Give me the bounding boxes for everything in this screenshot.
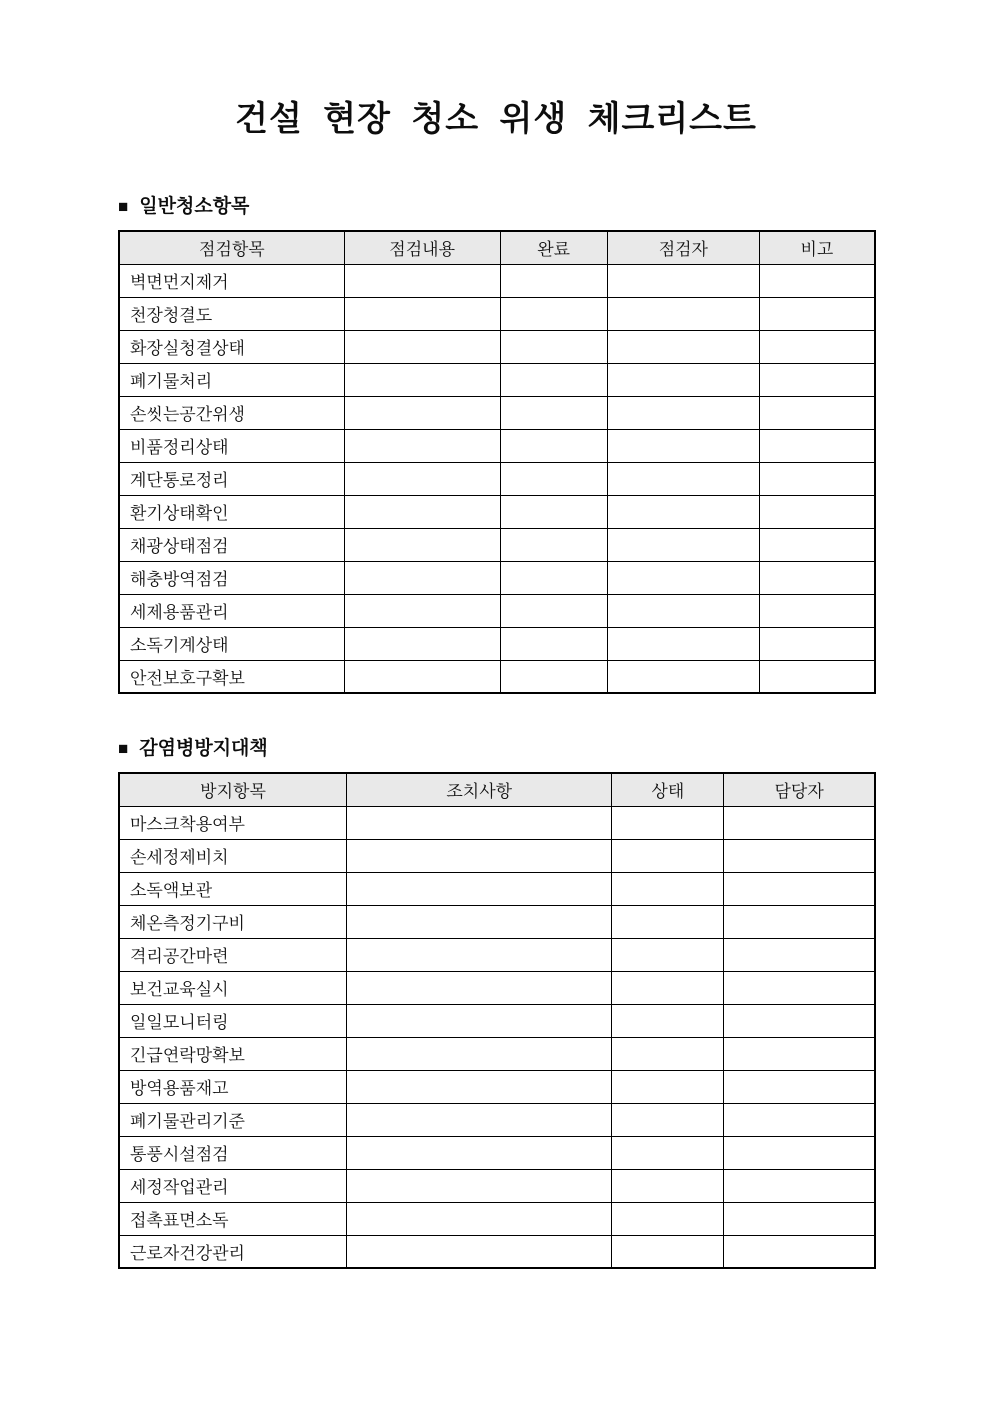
column-header: 조치사항	[347, 773, 612, 806]
empty-fill-cell	[607, 627, 759, 660]
table-row	[119, 806, 875, 839]
empty-fill-cell	[500, 396, 607, 429]
general-cleaning-table	[118, 230, 876, 694]
empty-fill-cell	[347, 905, 612, 938]
section-heading-label: 감염병방지대책	[139, 738, 268, 759]
empty-fill-cell	[759, 627, 875, 660]
empty-fill-cell	[759, 297, 875, 330]
table-row	[119, 528, 875, 561]
table-row	[119, 1169, 875, 1202]
empty-fill-cell	[759, 330, 875, 363]
empty-fill-cell	[500, 264, 607, 297]
empty-fill-cell	[724, 1169, 875, 1202]
empty-fill-cell	[612, 1136, 724, 1169]
empty-fill-cell	[724, 1004, 875, 1037]
item-name-cell: 근로자건강관리	[119, 1235, 347, 1268]
table-row	[119, 660, 875, 693]
empty-fill-cell	[759, 363, 875, 396]
empty-fill-cell	[344, 660, 500, 693]
item-name-cell: 화장실청결상태	[119, 330, 344, 363]
empty-fill-cell	[724, 1070, 875, 1103]
empty-fill-cell	[724, 1136, 875, 1169]
empty-fill-cell	[612, 1070, 724, 1103]
table-row	[119, 1136, 875, 1169]
table-row	[119, 297, 875, 330]
item-name-cell: 접촉표면소독	[119, 1202, 347, 1235]
item-name-cell: 세정작업관리	[119, 1169, 347, 1202]
item-name-cell: 환기상태확인	[119, 495, 344, 528]
item-name-cell: 소독액보관	[119, 872, 347, 905]
table-row	[119, 429, 875, 462]
empty-fill-cell	[724, 938, 875, 971]
section-heading-infection-prevention	[118, 738, 876, 760]
empty-fill-cell	[500, 660, 607, 693]
empty-fill-cell	[344, 429, 500, 462]
table-row	[119, 1070, 875, 1103]
empty-fill-cell	[724, 1202, 875, 1235]
empty-fill-cell	[612, 806, 724, 839]
document-content	[118, 196, 876, 1269]
empty-fill-cell	[607, 396, 759, 429]
empty-fill-cell	[759, 528, 875, 561]
item-name-cell: 안전보호구확보	[119, 660, 344, 693]
empty-fill-cell	[500, 330, 607, 363]
empty-fill-cell	[347, 1136, 612, 1169]
empty-fill-cell	[759, 429, 875, 462]
empty-fill-cell	[607, 561, 759, 594]
item-name-cell: 천장청결도	[119, 297, 344, 330]
empty-fill-cell	[344, 462, 500, 495]
empty-fill-cell	[759, 462, 875, 495]
empty-fill-cell	[344, 264, 500, 297]
empty-fill-cell	[500, 594, 607, 627]
empty-fill-cell	[347, 1235, 612, 1268]
table-row	[119, 872, 875, 905]
section-heading-label: 일반청소항목	[139, 196, 250, 217]
table-row	[119, 627, 875, 660]
item-name-cell: 통풍시설점검	[119, 1136, 347, 1169]
item-name-cell: 비품정리상태	[119, 429, 344, 462]
empty-fill-cell	[607, 495, 759, 528]
empty-fill-cell	[500, 561, 607, 594]
item-name-cell: 체온측정기구비	[119, 905, 347, 938]
empty-fill-cell	[500, 528, 607, 561]
column-header: 담당자	[724, 773, 875, 806]
table-row	[119, 594, 875, 627]
item-name-cell: 채광상태점검	[119, 528, 344, 561]
empty-fill-cell	[612, 938, 724, 971]
black-square-icon: ■	[118, 739, 129, 758]
empty-fill-cell	[500, 495, 607, 528]
item-name-cell: 긴급연락망확보	[119, 1037, 347, 1070]
empty-fill-cell	[724, 1235, 875, 1268]
item-name-cell: 소독기계상태	[119, 627, 344, 660]
item-name-cell: 방역용품재고	[119, 1070, 347, 1103]
empty-fill-cell	[724, 872, 875, 905]
empty-fill-cell	[344, 495, 500, 528]
empty-fill-cell	[607, 330, 759, 363]
empty-fill-cell	[344, 561, 500, 594]
empty-fill-cell	[607, 363, 759, 396]
item-name-cell: 격리공간마련	[119, 938, 347, 971]
table-row	[119, 1004, 875, 1037]
empty-fill-cell	[759, 495, 875, 528]
empty-fill-cell	[500, 297, 607, 330]
column-header: 방지항목	[119, 773, 347, 806]
table-header-row	[119, 231, 875, 264]
empty-fill-cell	[759, 594, 875, 627]
empty-fill-cell	[607, 462, 759, 495]
table-row	[119, 462, 875, 495]
empty-fill-cell	[500, 429, 607, 462]
empty-fill-cell	[724, 905, 875, 938]
item-name-cell: 계단통로정리	[119, 462, 344, 495]
empty-fill-cell	[347, 1037, 612, 1070]
empty-fill-cell	[344, 627, 500, 660]
empty-fill-cell	[607, 429, 759, 462]
empty-fill-cell	[347, 1103, 612, 1136]
black-square-icon: ■	[118, 197, 129, 216]
empty-fill-cell	[607, 660, 759, 693]
empty-fill-cell	[724, 1103, 875, 1136]
empty-fill-cell	[347, 1202, 612, 1235]
table-row	[119, 905, 875, 938]
table-row	[119, 839, 875, 872]
empty-fill-cell	[347, 1004, 612, 1037]
table-row	[119, 1202, 875, 1235]
empty-fill-cell	[500, 462, 607, 495]
infection-prevention-table	[118, 772, 876, 1269]
table-row	[119, 1103, 875, 1136]
column-header: 점검항목	[119, 231, 344, 264]
table-row	[119, 264, 875, 297]
empty-fill-cell	[347, 1169, 612, 1202]
empty-fill-cell	[607, 528, 759, 561]
item-name-cell: 폐기물처리	[119, 363, 344, 396]
table-row	[119, 938, 875, 971]
table-row	[119, 363, 875, 396]
column-header: 완료	[500, 231, 607, 264]
item-name-cell: 일일모니터링	[119, 1004, 347, 1037]
table-row	[119, 561, 875, 594]
empty-fill-cell	[500, 363, 607, 396]
column-header: 비고	[759, 231, 875, 264]
empty-fill-cell	[344, 297, 500, 330]
empty-fill-cell	[612, 1202, 724, 1235]
empty-fill-cell	[612, 971, 724, 1004]
empty-fill-cell	[347, 806, 612, 839]
empty-fill-cell	[759, 264, 875, 297]
empty-fill-cell	[347, 971, 612, 1004]
column-header: 상태	[612, 773, 724, 806]
empty-fill-cell	[344, 330, 500, 363]
empty-fill-cell	[612, 1235, 724, 1268]
empty-fill-cell	[347, 938, 612, 971]
item-name-cell: 마스크착용여부	[119, 806, 347, 839]
empty-fill-cell	[500, 627, 607, 660]
empty-fill-cell	[759, 561, 875, 594]
empty-fill-cell	[724, 971, 875, 1004]
table-row	[119, 330, 875, 363]
item-name-cell: 폐기물관리기준	[119, 1103, 347, 1136]
empty-fill-cell	[724, 1037, 875, 1070]
item-name-cell: 벽면먼지제거	[119, 264, 344, 297]
column-header: 점검자	[607, 231, 759, 264]
empty-fill-cell	[612, 1103, 724, 1136]
column-header: 점검내용	[344, 231, 500, 264]
empty-fill-cell	[759, 660, 875, 693]
empty-fill-cell	[347, 839, 612, 872]
table-row	[119, 1037, 875, 1070]
document-title: 건설 현장 청소 위생 체크리스트	[235, 100, 757, 138]
empty-fill-cell	[344, 396, 500, 429]
empty-fill-cell	[612, 1037, 724, 1070]
empty-fill-cell	[612, 1169, 724, 1202]
item-name-cell: 해충방역점검	[119, 561, 344, 594]
section-heading-general-cleaning	[118, 196, 876, 218]
empty-fill-cell	[612, 872, 724, 905]
item-name-cell: 손세정제비치	[119, 839, 347, 872]
empty-fill-cell	[607, 297, 759, 330]
empty-fill-cell	[344, 594, 500, 627]
empty-fill-cell	[612, 839, 724, 872]
table-row	[119, 495, 875, 528]
empty-fill-cell	[344, 528, 500, 561]
empty-fill-cell	[759, 396, 875, 429]
table-row	[119, 971, 875, 1004]
empty-fill-cell	[347, 1070, 612, 1103]
table-header-row	[119, 773, 875, 806]
empty-fill-cell	[724, 806, 875, 839]
table-row	[119, 396, 875, 429]
item-name-cell: 손씻는공간위생	[119, 396, 344, 429]
empty-fill-cell	[607, 594, 759, 627]
item-name-cell: 보건교육실시	[119, 971, 347, 1004]
empty-fill-cell	[344, 363, 500, 396]
table-row	[119, 1235, 875, 1268]
empty-fill-cell	[607, 264, 759, 297]
empty-fill-cell	[724, 839, 875, 872]
empty-fill-cell	[612, 905, 724, 938]
empty-fill-cell	[347, 872, 612, 905]
empty-fill-cell	[612, 1004, 724, 1037]
item-name-cell: 세제용품관리	[119, 594, 344, 627]
